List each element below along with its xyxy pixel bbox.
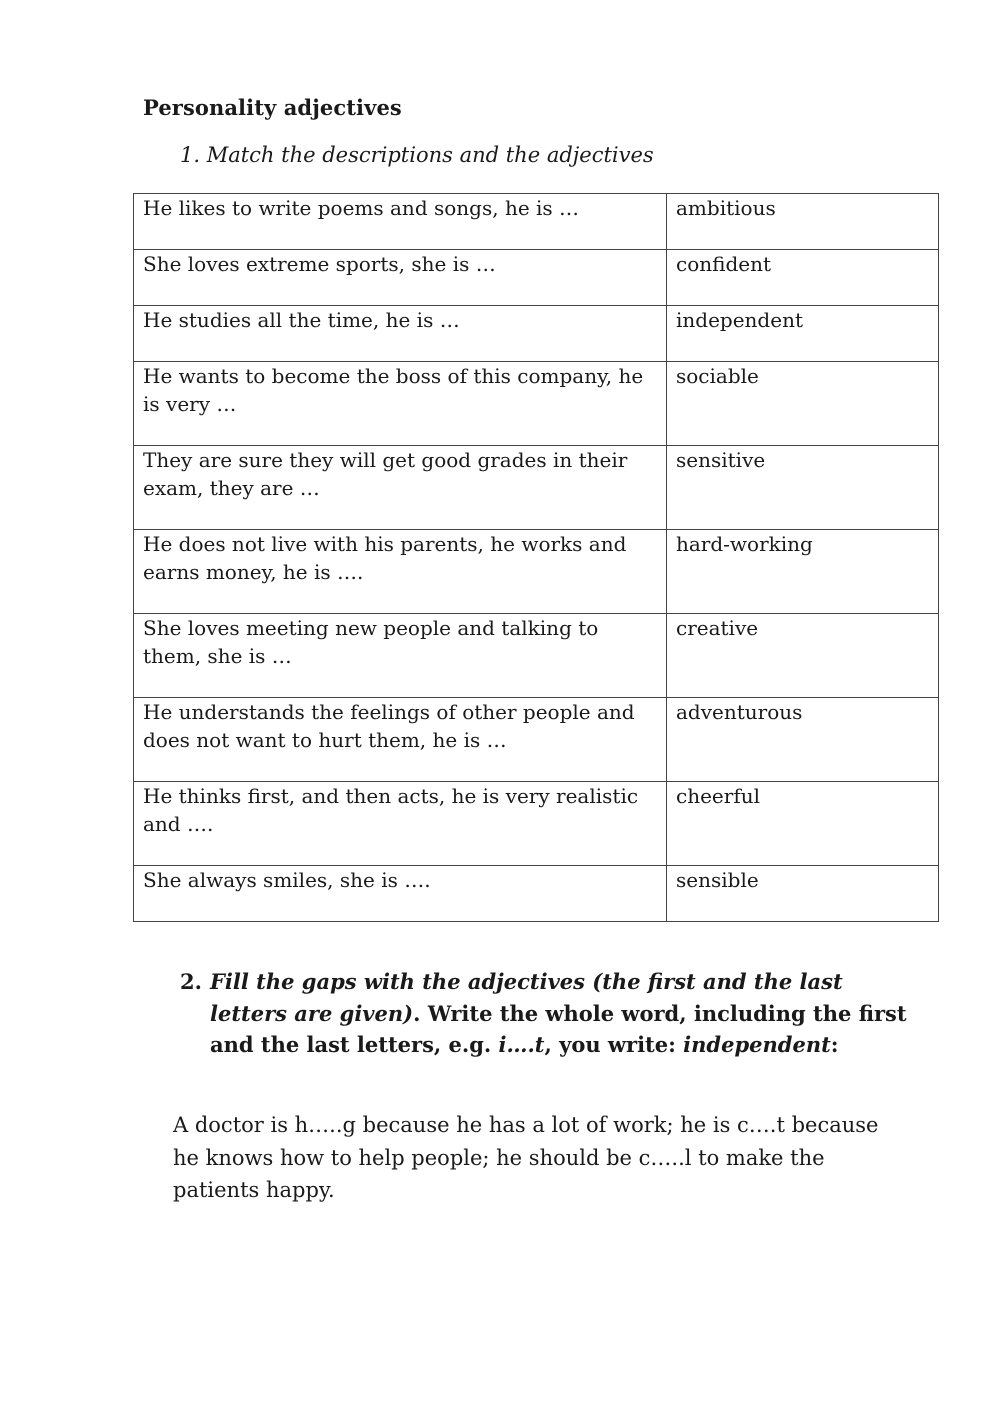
description-cell: She loves meeting new people and talking to them, she is …	[134, 614, 667, 698]
table-row	[134, 530, 939, 614]
adjective-cell: cheerful	[667, 782, 939, 866]
table-row	[134, 446, 939, 530]
exercise-2-instructions	[180, 966, 910, 1061]
adjective-cell: creative	[667, 614, 939, 698]
description-cell: She loves extreme sports, she is …	[134, 250, 667, 306]
description-cell: He does not live with his parents, he works and earns money, he is ….	[134, 530, 667, 614]
description-cell: She always smiles, she is ….	[134, 866, 667, 922]
matching-table	[133, 193, 939, 922]
description-cell: He thinks first, and then acts, he is very realistic and ….	[134, 782, 667, 866]
adjective-cell: sociable	[667, 362, 939, 446]
description-cell: They are sure they will get good grades in their exam, they are …	[134, 446, 667, 530]
adjective-cell: independent	[667, 306, 939, 362]
adjective-cell: hard-working	[667, 530, 939, 614]
exercise-2-colon: :	[830, 1032, 839, 1057]
description-cell: He studies all the time, he is …	[134, 306, 667, 362]
adjective-cell: adventurous	[667, 698, 939, 782]
exercise-2-instruction-b: , you write:	[544, 1032, 684, 1057]
exercise-2-instruction-a: . Write the whole word, including the first and the last letters, e.g.	[210, 1000, 907, 1057]
table-row	[134, 614, 939, 698]
table-row	[134, 306, 939, 362]
table-row	[134, 782, 939, 866]
table-row	[134, 194, 939, 250]
example-answer: independent	[683, 1032, 831, 1057]
page-title: Personality adjectives	[143, 95, 402, 120]
adjective-cell: confident	[667, 250, 939, 306]
exercise-2-italic-intro: Fill the gaps with the adjectives (the first and the last letters are given)	[210, 969, 843, 1026]
table-row	[134, 698, 939, 782]
description-cell: He understands the feelings of other people and does not want to hurt them, he is …	[134, 698, 667, 782]
table-row	[134, 362, 939, 446]
adjective-cell: ambitious	[667, 194, 939, 250]
gap-fill-paragraph: A doctor is h…..g because he has a lot of work; he is c….t because he knows how to help people; he should be c…..l to make the patients happy.	[173, 1113, 879, 1202]
description-cell: He wants to become the boss of this company, he is very …	[134, 362, 667, 446]
table-row	[134, 866, 939, 922]
exercise-2-number: 2.	[180, 969, 202, 994]
description-cell: He likes to write poems and songs, he is …	[134, 194, 667, 250]
adjective-cell: sensible	[667, 866, 939, 922]
example-given-letters: i….t	[498, 1032, 545, 1057]
exercise-1-heading: 1. Match the descriptions and the adjectives	[180, 143, 654, 167]
table-row	[134, 250, 939, 306]
adjective-cell: sensitive	[667, 446, 939, 530]
